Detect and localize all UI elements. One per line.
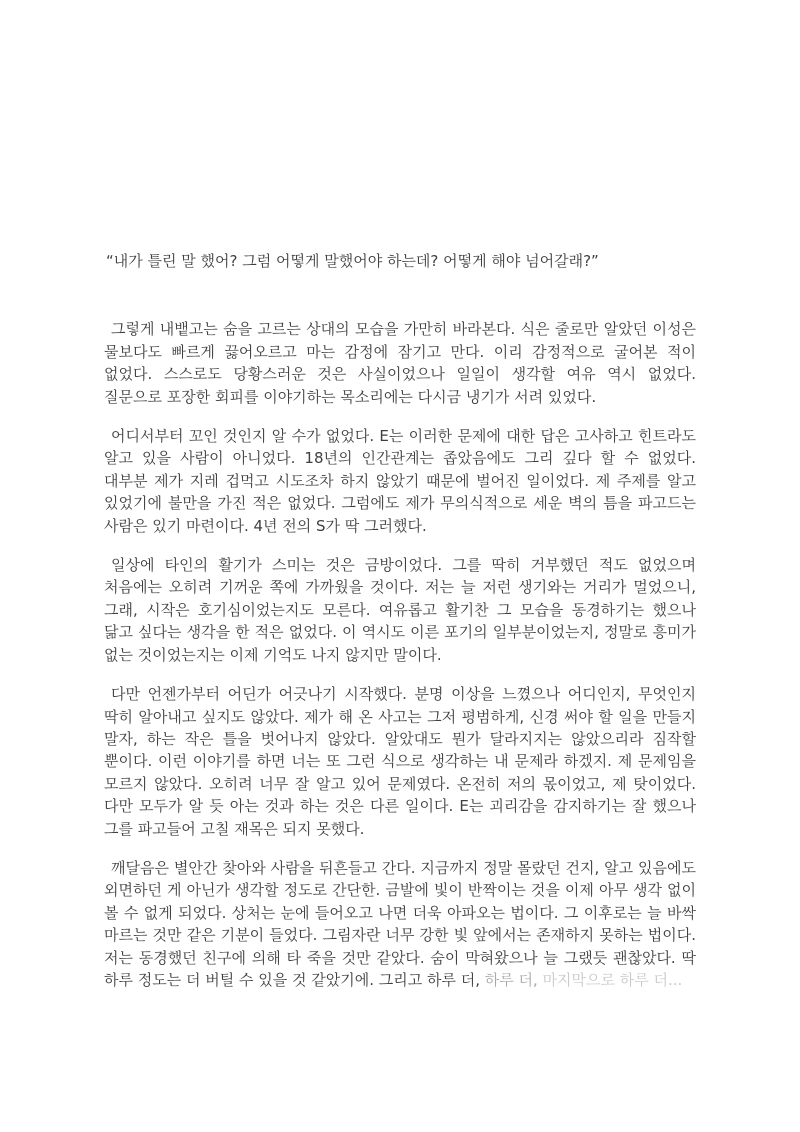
dialogue-line: “내가 틀린 말 했어? 그럼 어떻게 말했어야 하는데? 어떻게 해야 넘어갈래?” <box>106 252 599 270</box>
final-text-fade-2: 마지막으로 하루 더... <box>542 970 683 989</box>
final-text-main: 깨달음은 별안간 찾아와 사람을 뒤흔들고 간다. 지금까지 정말 몰랐던 건지, 알고 있음에도 외면하던 게 아닌가 생각할 정도로 간단한. 금발에 빛이 반짝이는 것을 이제 아무 생각 없이 볼 수 없게 되었다. 상처는 눈에 들어오고 나면 더욱 아파오는 법이다. 그 이후로는 늘 바싹 마르는 것만 같은 기분이 들었다. 그림자란 너무 강한 빛 앞에서는 존재하지 못하는 법이다. 저는 동경했던 친구에 의해 타 죽을 것만 같았다. 숨이 막혀왔으나 늘 그랬듯 괜찮았다. 딱 하루 정도는 더 버틸 수 있을 것 같았기에. 그리고 하루 더, <box>104 858 696 989</box>
paragraph-1: 그렇게 내뱉고는 숨을 고르는 상대의 모습을 가만히 바라본다. 식은 줄로만 알았던 이성은 물보다도 빠르게 끓어오르고 마는 감정에 잠기고 만다. 이리 감정적으로 굴어본 적이 없었다. 스스로도 당황스러운 것은 사실이었으나 일일이 생각할 여유 역시 없었다. 질문으로 포장한 회피를 이야기하는 목소리에는 다시금 냉기가 서려 있었다. <box>104 320 696 406</box>
paragraph-3: 일상에 타인의 활기가 스미는 것은 금방이었다. 그를 딱히 거부했던 적도 없었으며 처음에는 오히려 기꺼운 쪽에 가까웠을 것이다. 저는 늘 저런 생기와는 거리가 멀었으니, 그래, 시작은 호기심이었는지도 모른다. 여유롭고 활기찬 그 모습을 동경하기는 했으나 닮고 싶다는 생각을 한 적은 없었다. 이 역시도 이른 포기의 일부분이었는지, 정말로 흥미가 없는 것이었는지는 이제 기억도 나지 않지만 말이다. <box>104 556 696 664</box>
paragraph-final <box>104 857 696 991</box>
final-text-fade-1: 하루 더, <box>484 970 543 989</box>
paragraph-4: 다만 언젠가부터 어딘가 어긋나기 시작했다. 분명 이상을 느꼈으나 어디인지, 무엇인지 딱히 알아내고 싶지도 않았다. 제가 해 온 사고는 그저 평범하게, 신경 써야 할 일을 만들지 말자, 하는 작은 틀을 벗어나지 않았다. 알았대도 뭔가 달라지지는 않았으리라 짐작할 뿐이다. 이런 이야기를 하면 너는 또 그런 식으로 생각하는 내 문제라 하겠지. 제 문제임을 모르지 않았다. 오히려 너무 잘 알고 있어 문제였다. 온전히 저의 몫이었고, 제 탓이었다. 다만 모두가 알 듯 아는 것과 하는 것은 다른 일이다. E는 괴리감을 감지하기는 잘 했으나 그를 파고들어 고칠 재목은 되지 못했다. <box>104 685 696 838</box>
text-column <box>104 250 696 991</box>
paragraph-2: 어디서부터 꼬인 것인지 알 수가 없었다. E는 이러한 문제에 대한 답은 고사하고 힌트라도 알고 있을 사람이 아니었다. 18년의 인간관계는 좁았음에도 그리 깊다 할 수 없었다. 대부분 제가 지레 겁먹고 시도조차 하지 않았기 때문에 벌어진 일이었다. 제 주제를 알고 있었기에 불만을 가진 적은 없었다. 그럼에도 제가 무의식적으로 세운 벽의 틈을 파고드는 사람은 있기 마련이다. 4년 전의 S가 딱 그러했다. <box>104 427 696 535</box>
